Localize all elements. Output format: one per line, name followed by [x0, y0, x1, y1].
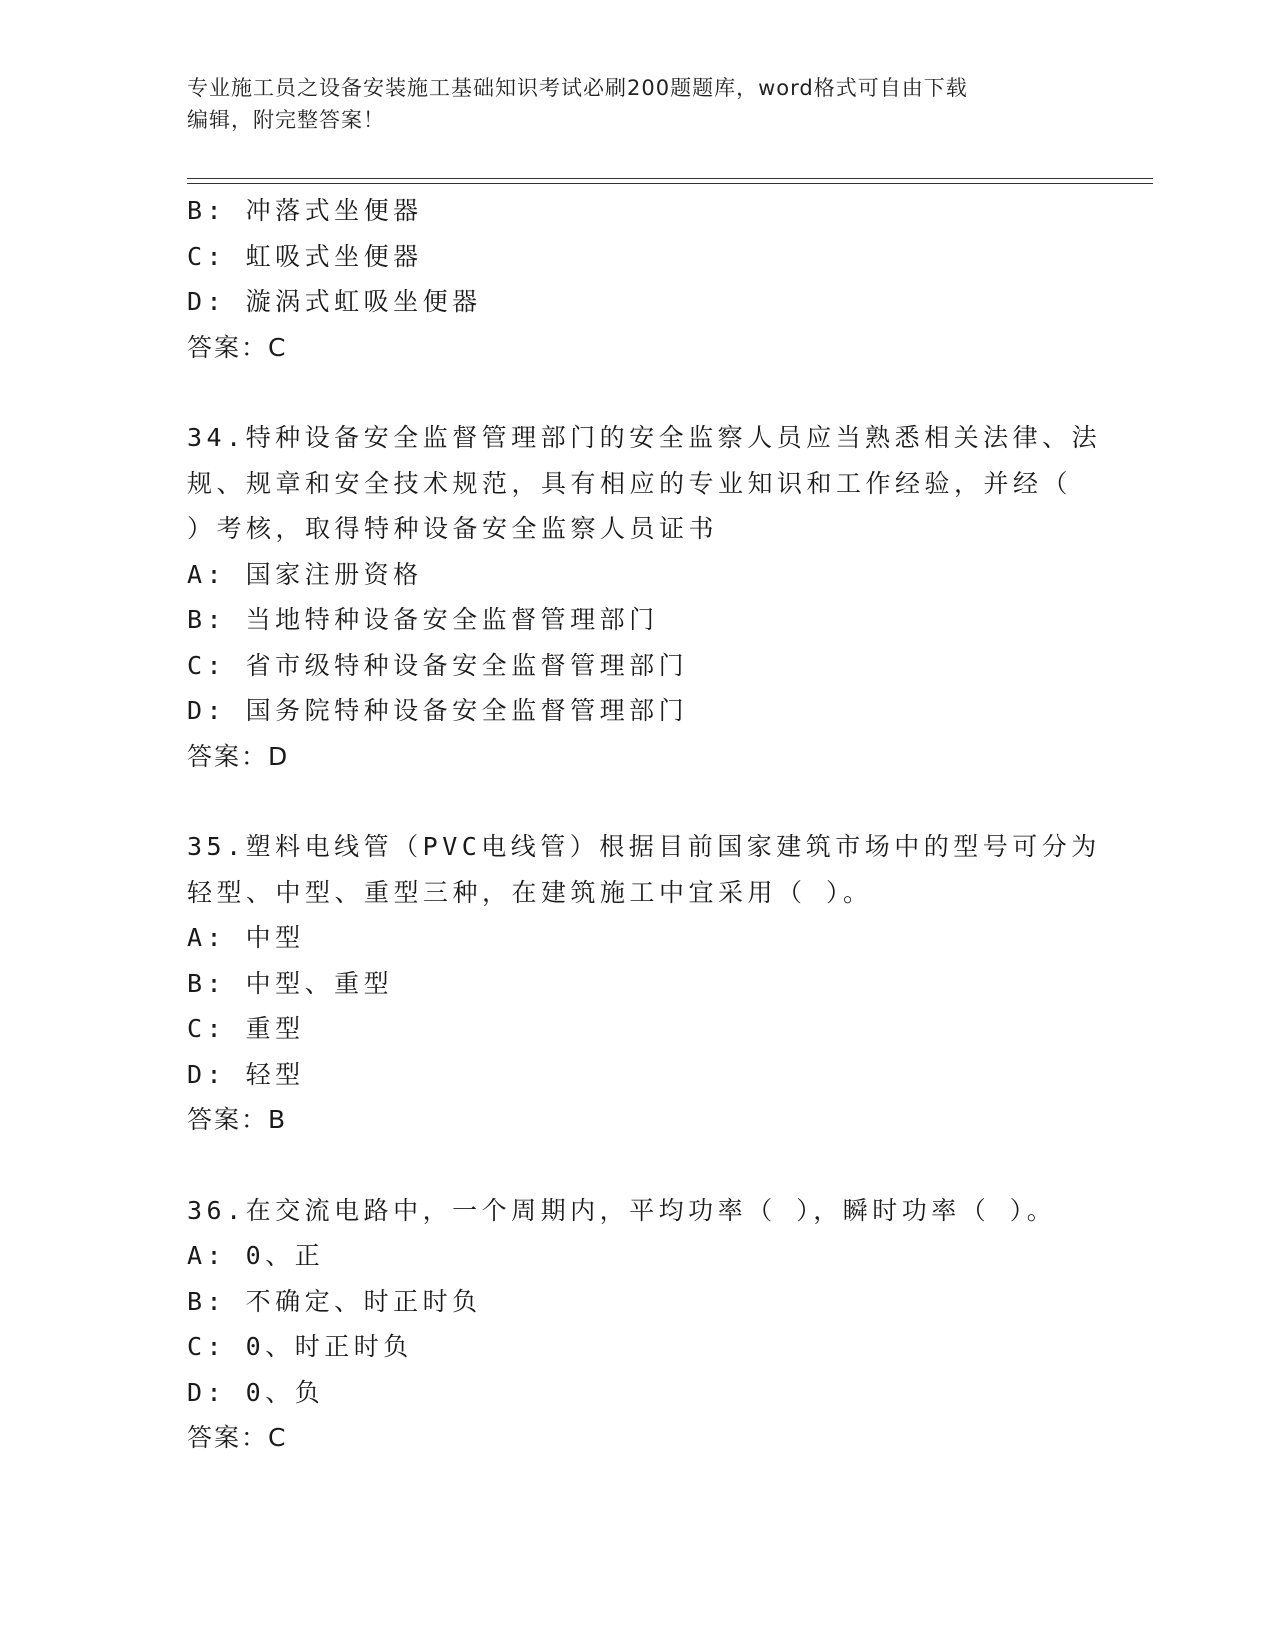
- option-d: D: 漩涡式虹吸坐便器: [187, 287, 482, 316]
- option-b: B: 冲落式坐便器: [187, 196, 423, 225]
- header-line-1: 专业施工员之设备安装施工基础知识考试必刷200题题库，word格式可自由下载: [187, 76, 968, 100]
- answer-line: 答案：C: [187, 332, 288, 362]
- question-list: [187, 188, 1102, 1461]
- option-d: D: 国务院特种设备安全监督管理部门: [187, 696, 689, 725]
- question-33-continued: [187, 188, 1087, 370]
- option-a: A: 0、正: [187, 1241, 325, 1270]
- option-d: D: 0、负: [187, 1377, 325, 1407]
- question-stem: 36.在交流电路中，一个周期内，平均功率（ ），瞬时功率（ ）。: [187, 1195, 1057, 1225]
- question-stem: 规、规章和安全技术规范，具有相应的专业知识和工作经验，并经（: [187, 468, 1073, 498]
- question-stem: 轻型、中型、重型三种，在建筑施工中宜采用（ ）。: [187, 877, 873, 907]
- question-34: [187, 415, 1102, 779]
- header-divider-top: [187, 178, 1153, 179]
- option-a: A: 中型: [187, 923, 305, 952]
- header-line-2: 编辑，附完整答案！: [187, 108, 385, 132]
- option-b: B: 当地特种设备安全监督管理部门: [187, 605, 659, 634]
- option-b: B: 中型、重型: [187, 968, 394, 998]
- question-spacer: [187, 779, 1087, 824]
- question-spacer: [187, 1143, 1087, 1188]
- option-c: C: 虹吸式坐便器: [187, 241, 423, 271]
- answer-line: 答案：B: [187, 1105, 288, 1134]
- option-d: D: 轻型: [187, 1059, 305, 1089]
- option-b: B: 不确定、时正时负: [187, 1286, 482, 1316]
- option-c: C: 重型: [187, 1014, 305, 1043]
- question-36: [187, 1188, 1087, 1461]
- answer-line: 答案：C: [187, 1423, 288, 1452]
- question-stem: ）考核，取得特种设备安全监察人员证书: [187, 514, 719, 543]
- question-stem: 35.塑料电线管（PVC电线管）根据目前国家建筑市场中的型号可分为: [187, 832, 1101, 861]
- document-header: [187, 72, 1067, 136]
- option-c: C: 0、时正时负: [187, 1332, 413, 1361]
- header-divider-bottom: [187, 183, 1153, 184]
- answer-line: 答案：D: [187, 741, 290, 771]
- question-35: [187, 824, 1101, 1143]
- option-a: A: 国家注册资格: [187, 559, 423, 589]
- question-stem: 34.特种设备安全监督管理部门的安全监察人员应当熟悉相关法律、法: [187, 423, 1102, 452]
- question-spacer: [187, 370, 1087, 415]
- option-c: C: 省市级特种设备安全监督管理部门: [187, 650, 689, 680]
